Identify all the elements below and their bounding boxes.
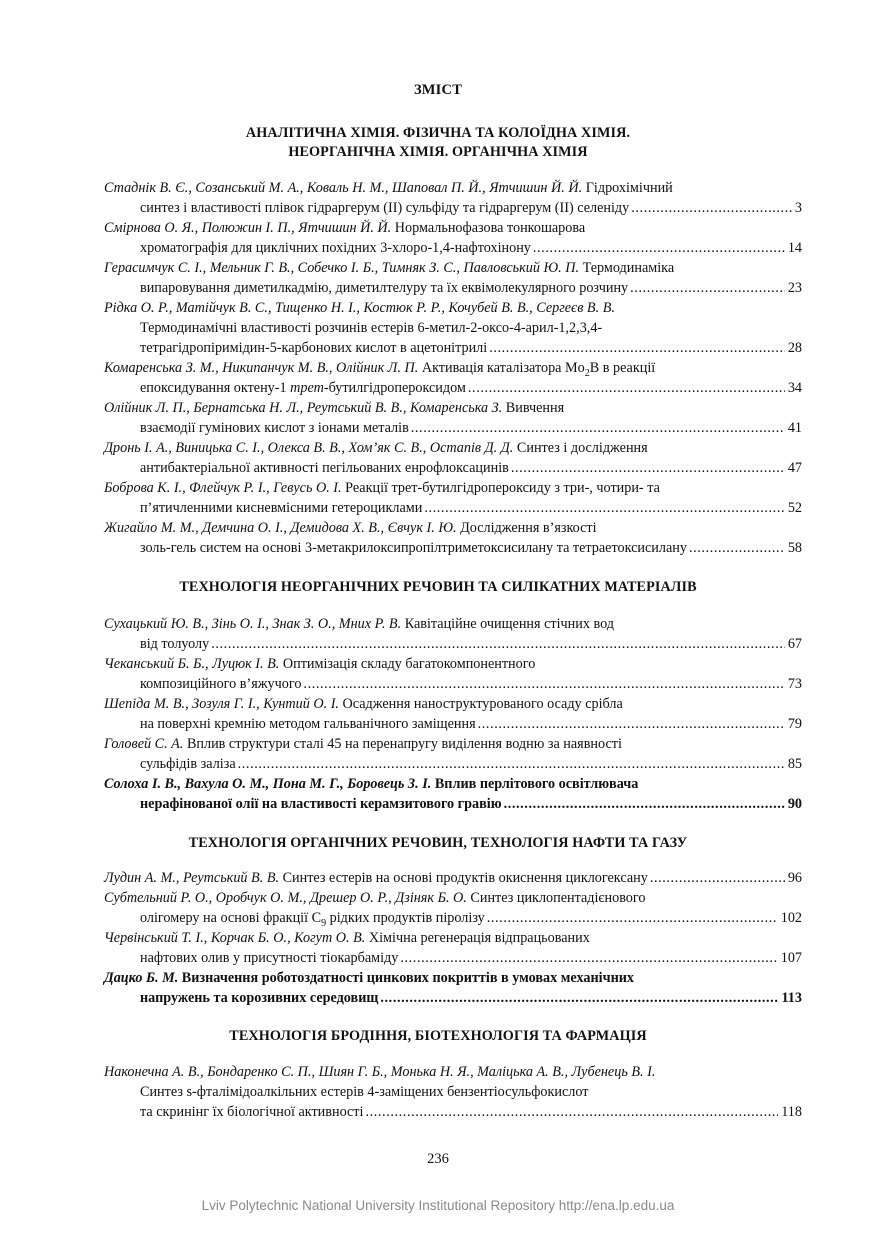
- entry-authors: Смірнова О. Я., Полюжин І. П., Ятчишин Й. Й.: [104, 220, 392, 236]
- section-title-fermentation-biotech: [0, 1027, 876, 1046]
- page-number: 236: [427, 1151, 449, 1167]
- entry-title: нафтових олив у присутності тіокарбаміду: [140, 950, 399, 966]
- toc-entry[interactable]: [104, 614, 802, 654]
- entry-page-number: 85: [787, 756, 802, 772]
- entry-title: Осадження наноструктурованого осаду срібла: [342, 696, 623, 712]
- toc-entry[interactable]: [104, 1062, 802, 1122]
- entry-title: Термодинамічні властивості розчинів естерів 6-метил-2-оксо-4-арил-1,2,3,4-: [140, 320, 603, 336]
- entry-page-number: 23: [787, 280, 802, 296]
- entry-title: композиційного в’яжучого: [140, 676, 302, 692]
- section-title-line: ТЕХНОЛОГІЯ БРОДІННЯ, БІОТЕХНОЛОГІЯ ТА ФАРМАЦІЯ: [229, 1028, 647, 1044]
- toc-entry[interactable]: [104, 218, 802, 258]
- dot-leader: [489, 338, 785, 358]
- entry-page-number: 28: [787, 340, 802, 356]
- entry-title: синтез і властивості плівок гідраргерум (ІІ) сульфіду та гідраргерум (ІІ) селеніду: [140, 200, 630, 216]
- entry-title: Хімічна регенерація відпрацьованих: [368, 930, 590, 946]
- entry-authors: Субтельний Р. О., Оробчук О. М., Дрешер О. Р., Дзіняк Б. О.: [104, 890, 467, 906]
- entry-authors: Стаднік В. Є., Созанський М. А., Коваль Н. М., Шаповал П. Й., Ятчишин Й. Й.: [104, 180, 583, 196]
- entry-authors: Рідка О. Р., Матійчук В. С., Тищенко Н. І., Костюк Р. Р., Кочубей В. В., Сергеєв В. В.: [104, 300, 615, 316]
- toc-entry[interactable]: [104, 478, 802, 518]
- entry-page-number: 41: [787, 420, 802, 436]
- dot-leader: [468, 378, 785, 398]
- dot-leader: [631, 198, 792, 218]
- entry-authors: Наконечна А. В., Бондаренко С. П., Шиян Г. Б., Монька Н. Я., Маліцька А. В., Лубенець В. І.: [104, 1064, 656, 1080]
- section-title-analytical-chemistry: [0, 124, 876, 162]
- entry-authors: Комаренська З. М., Никипанчук М. В., Олійник Л. П.: [104, 360, 419, 376]
- entry-title: Вивчення: [505, 400, 565, 416]
- toc-entry[interactable]: [104, 398, 802, 438]
- dot-leader: [238, 754, 785, 774]
- entry-title: Синтез s-фталімідоалкільних естерів 4-заміщених бензентіосульфокислот: [140, 1084, 589, 1100]
- entry-title: від толуолу: [140, 636, 210, 652]
- entry-authors: Чеканський Б. Б., Луцюк І. В.: [104, 656, 280, 672]
- toc-entry[interactable]: [104, 258, 802, 298]
- entry-title: Гідрохімічний: [585, 180, 673, 196]
- entry-page-number: 14: [787, 240, 802, 256]
- entry-authors: Лудин А. М., Реутський В. В.: [104, 870, 280, 886]
- section-title-line: ТЕХНОЛОГІЯ ОРГАНІЧНИХ РЕЧОВИН, ТЕХНОЛОГІЯ НАФТИ ТА ГАЗУ: [188, 835, 688, 851]
- entry-title: та скринінг їх біологічної активності: [140, 1104, 364, 1120]
- entry-authors: Боброва К. І., Флейчук Р. І., Гевусь О. І.: [104, 480, 342, 496]
- entry-authors: Олійник Л. П., Бернатська Н. Л., Реутський В. В., Комаренська З.: [104, 400, 503, 416]
- entry-title: випаровування диметилкадмію, диметилтелуру та їх еквімолекулярного розчину: [140, 280, 629, 296]
- repository-footer: Lviv Polytechnic National University Institutional Repository http://ena.lp.edu.ua: [201, 1198, 675, 1213]
- dot-leader: [424, 498, 784, 518]
- toc-entry[interactable]: [104, 734, 802, 774]
- entry-authors: Червінський Т. І., Корчак Б. О., Когут О. В.: [104, 930, 366, 946]
- entry-title: Визначення роботоздатності цинкових покриттів в умовах механічних: [181, 970, 635, 986]
- entry-title: Оптимізація складу багатокомпонентного: [282, 656, 536, 672]
- entry-title: напружень та корозивних середовищ: [140, 990, 379, 1006]
- entry-page-number: 118: [781, 1104, 802, 1120]
- entry-title: Нормальнофазова тонкошарова: [394, 220, 586, 236]
- toc-entry-highlighted[interactable]: [104, 968, 802, 1008]
- toc-entry[interactable]: [104, 358, 802, 398]
- entry-page-number: 73: [787, 676, 802, 692]
- entry-title: Вплив перлітового освітлювача: [434, 776, 639, 792]
- dot-leader: [689, 538, 785, 558]
- toc-entry[interactable]: [104, 694, 802, 734]
- entry-title: хроматографія для циклічних похідних 3-хлоро-1,4-нафтохінону: [140, 240, 531, 256]
- toc-entry[interactable]: [104, 654, 802, 694]
- dot-leader: [303, 674, 784, 694]
- entry-title: Синтез естерів на основі продуктів окиснення циклогексану: [282, 870, 648, 886]
- toc-entry[interactable]: [104, 178, 802, 218]
- dot-leader: [478, 714, 785, 734]
- entry-authors: Жигайло М. М., Демчина О. І., Демидова Х. В., Євчук І. Ю.: [104, 520, 457, 536]
- entry-page-number: 96: [787, 870, 802, 886]
- entry-title: епоксидування октену-1 трет-бутилгідропероксидом: [140, 380, 466, 396]
- entry-title: золь-гель систем на основі 3-метакрилоксипропілтриметоксисилану та тетраетоксисилану: [140, 540, 687, 556]
- entry-title: олігомеру на основі фракції $C_9$ рідких продуктів піролізу: [140, 910, 485, 929]
- entry-title: Активація каталізатора $Mo_2B$ в реакції: [421, 360, 656, 379]
- dot-leader: [365, 1102, 778, 1122]
- entry-title: антибактеріальної активності пегільованих енрофлоксацинів: [140, 460, 509, 476]
- section-title-inorganic-technology: [0, 578, 876, 597]
- dot-leader: [511, 458, 785, 478]
- dot-leader: [504, 794, 785, 814]
- entry-authors: Головей С. А.: [104, 736, 184, 752]
- entry-title: сульфідів заліза: [140, 756, 236, 772]
- entry-page-number: 102: [780, 910, 802, 926]
- toc-entry[interactable]: [104, 438, 802, 478]
- entry-title: нерафінованої олії на властивості керамзитового гравію: [140, 796, 502, 812]
- toc-entry-highlighted[interactable]: [104, 774, 802, 814]
- entry-title: Синтез і дослідження: [516, 440, 648, 456]
- section-title-line: НЕОРГАНІЧНА ХІМІЯ. ОРГАНІЧНА ХІМІЯ: [288, 144, 588, 160]
- entry-title: п’ятичленними кисневмісними гетероциклами: [140, 500, 423, 516]
- entry-authors: Дронь І. А., Виницька С. І., Олекса В. В., Хом’як С. В., Остапів Д. Д.: [104, 440, 514, 456]
- entry-title: Термодинаміка: [582, 260, 675, 276]
- entry-title: Дослідження в’язкості: [460, 520, 597, 536]
- section-title-line: АНАЛІТИЧНА ХІМІЯ. ФІЗИЧНА ТА КОЛОЇДНА ХІМІЯ.: [245, 125, 631, 141]
- toc-entry[interactable]: [104, 518, 802, 558]
- entry-page-number: 107: [780, 950, 802, 966]
- dot-leader: [650, 868, 785, 888]
- dot-leader: [380, 988, 778, 1008]
- entry-title: Синтез циклопентадієнового: [470, 890, 646, 906]
- entry-authors: Сухацький Ю. В., Зінь О. І., Знак З. О., Мних Р. В.: [104, 616, 402, 632]
- dot-leader: [487, 908, 778, 928]
- section-title-line: ТЕХНОЛОГІЯ НЕОРГАНІЧНИХ РЕЧОВИН ТА СИЛІКАТНИХ МАТЕРІАЛІВ: [179, 579, 697, 595]
- entry-page-number: 52: [787, 500, 802, 516]
- entry-page-number: 34: [787, 380, 802, 396]
- entry-authors: Герасимчук С. І., Мельник Г. В., Собечко І. Б., Тимняк З. С., Павловський Ю. П.: [104, 260, 580, 276]
- entry-title: тетрагідропіримідин-5-карбонових кислот в ацетонітрилі: [140, 340, 488, 356]
- entry-page-number: 3: [794, 200, 802, 216]
- dot-leader: [630, 278, 785, 298]
- entry-page-number: 113: [781, 990, 802, 1006]
- entry-page-number: 67: [787, 636, 802, 652]
- entry-page-number: 79: [787, 716, 802, 732]
- entry-page-number: 90: [787, 796, 802, 812]
- page-title: ЗМІСТ: [413, 82, 463, 98]
- section-title-organic-technology: [0, 834, 876, 853]
- dot-leader: [533, 238, 785, 258]
- dot-leader: [411, 418, 785, 438]
- entry-title: Вплив структури сталі 45 на перенапругу виділення водню за наявності: [186, 736, 622, 752]
- toc-entry[interactable]: [104, 928, 802, 968]
- entry-title: Кавітаційне очищення стічних вод: [404, 616, 614, 632]
- toc-entry[interactable]: [104, 298, 802, 358]
- toc-entry[interactable]: [104, 868, 802, 888]
- entry-authors: Дацко Б. М.: [104, 970, 179, 986]
- entry-title: Реакції трет-бутилгідропероксиду з три-, чотири- та: [345, 480, 660, 496]
- entry-title: взаємодії гумінових кислот з іонами металів: [140, 420, 409, 436]
- entry-title: на поверхні кремнію методом гальванічного заміщення: [140, 716, 476, 732]
- entry-page-number: 47: [787, 460, 802, 476]
- toc-entry[interactable]: [104, 888, 802, 928]
- entry-authors: Солоха І. В., Вахула О. М., Пона М. Г., Боровець З. І.: [104, 776, 432, 792]
- dot-leader: [400, 948, 777, 968]
- entry-authors: Шепіда М. В., Зозуля Г. І., Кунтий О. І.: [104, 696, 339, 712]
- dot-leader: [211, 634, 785, 654]
- entry-page-number: 58: [787, 540, 802, 556]
